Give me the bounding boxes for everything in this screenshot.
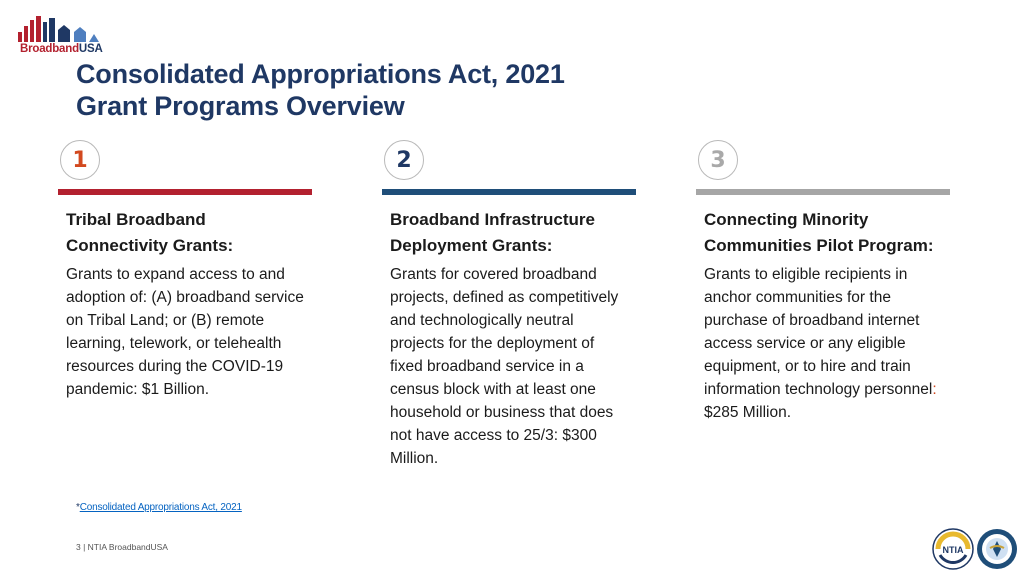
logo-wordmark: BroadbandUSA: [20, 43, 103, 55]
divider-bar-red: [58, 189, 312, 195]
page-title: [76, 58, 565, 122]
step-number-2: 2: [384, 140, 424, 180]
page-number: 3 | NTIA BroadbandUSA: [76, 542, 168, 552]
commerce-seal-icon: [976, 528, 1018, 570]
title-line-1: Consolidated Appropriations Act, 2021: [76, 59, 565, 89]
step-number-3: 3: [698, 140, 738, 180]
ntia-seal-icon: [932, 528, 974, 570]
title-line-2: Grant Programs Overview: [76, 91, 405, 121]
svg-text:NTIA: NTIA: [942, 545, 964, 555]
divider-bar-gray: [696, 189, 950, 195]
footnote-link[interactable]: Consolidated Appropriations Act, 2021: [79, 502, 242, 513]
program-body-2: Grants for covered broadband projects, defined as competitively and technologically neutral projects for the deployment of fixed broadband service in a census block with at least one household or business that does not have access to 25/3: $300 Million.: [390, 266, 619, 467]
program-card-3: [696, 140, 956, 424]
program-heading-3: Connecting Minority Communities Pilot Program:: [704, 210, 934, 255]
logo-skyline-icon: [14, 14, 106, 44]
step-number-1: 1: [60, 140, 100, 180]
program-card-1: [58, 140, 318, 401]
program-heading-1: Tribal Broadband Connectivity Grants:: [66, 210, 234, 255]
footnote: *Consolidated Appropriations Act, 2021: [76, 502, 242, 513]
program-body-1: Grants to expand access to and adoption of: (A) broadband service on Tribal Land; or (B) remote learning, telework, or telehealth resources during the COVID-19 pandemic: $1 Billion.: [66, 266, 304, 398]
broadbandusa-logo: [14, 14, 110, 58]
divider-bar-navy: [382, 189, 636, 195]
program-body-3: Grants to eligible recipients in anchor communities for the purchase of broadband internet access service or any eligible equipment, or to hire and train information technology personnel: $285 Million.: [704, 266, 937, 421]
program-card-2: [382, 140, 642, 470]
program-heading-2: Broadband Infrastructure Deployment Grants:: [390, 210, 595, 255]
